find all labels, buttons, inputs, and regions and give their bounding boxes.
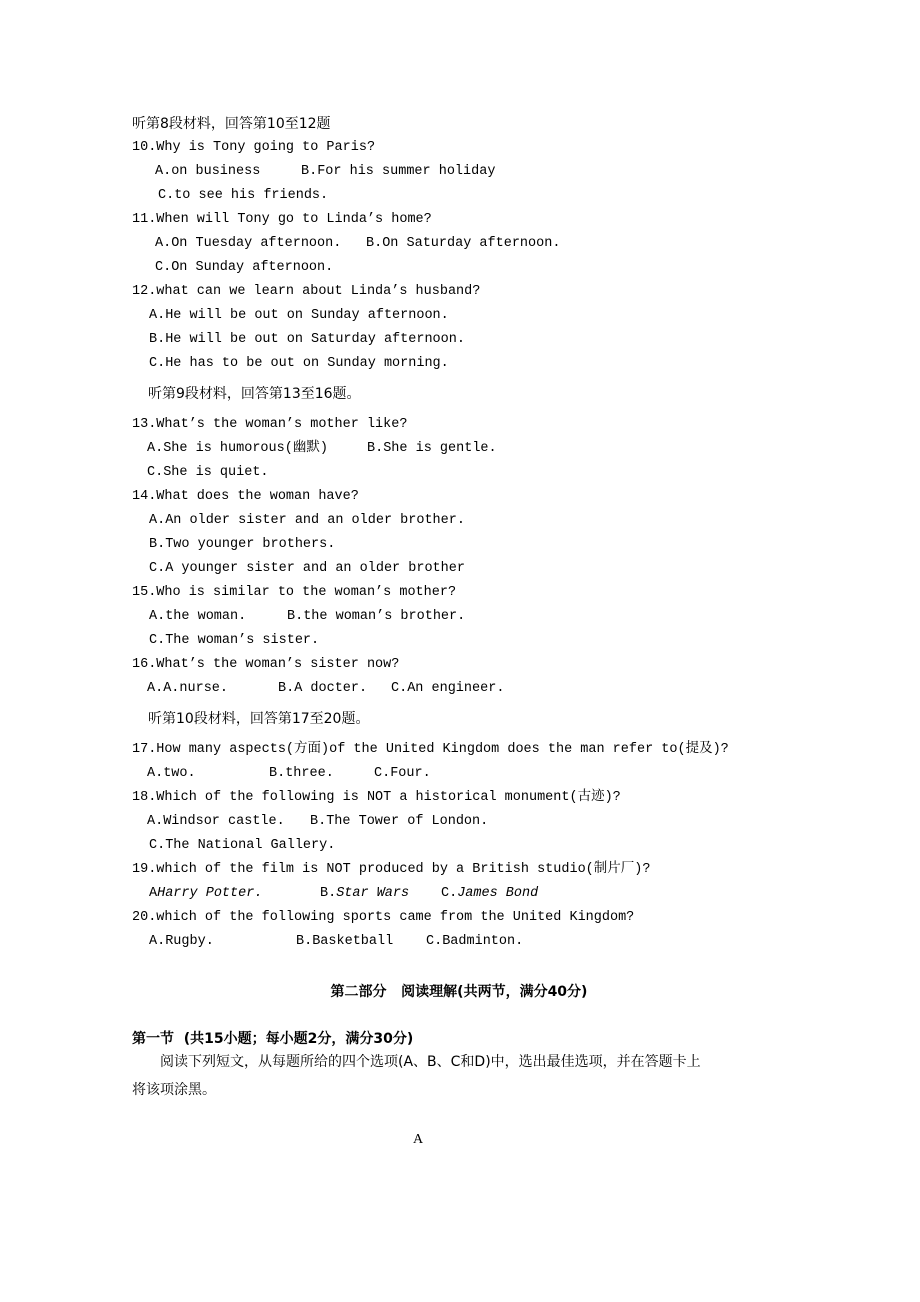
option-16a: A.A.nurse.	[147, 681, 229, 696]
option-12b: B.He will be out on Saturday afternoon.	[149, 332, 465, 347]
option-12a: A.He will be out on Sunday afternoon.	[149, 308, 449, 323]
option-19c-prefix: C.	[441, 886, 458, 901]
option-11a: A.On Tuesday afternoon.	[155, 236, 342, 251]
option-15a: A.the woman.	[149, 609, 247, 624]
option-12c: C.He has to be out on Sunday morning.	[149, 356, 449, 371]
question-12: 12.what can we learn about Linda’s husband?	[132, 284, 481, 299]
option-10c: C.to see his friends.	[158, 188, 329, 203]
option-19c	[441, 885, 538, 903]
question-13: 13.What’s the woman’s mother like?	[132, 417, 408, 432]
listening-section-8-header: 听第8段材料，回答第10至12题	[132, 116, 331, 132]
option-18c: C.The National Gallery.	[149, 838, 336, 853]
option-19a	[149, 885, 262, 903]
option-10b: B.For his summer holiday	[301, 164, 496, 179]
option-14b: B.Two younger brothers.	[149, 537, 336, 552]
option-17a: A.two.	[147, 766, 196, 781]
option-15c: C.The woman’s sister.	[149, 633, 320, 648]
option-18b: B.The Tower of London.	[310, 814, 489, 829]
question-18: 18.Which of the following is NOT a historical monument(古迹)?	[132, 790, 621, 805]
question-17: 17.How many aspects(方面)of the United Kingdom does the man refer to(提及)?	[132, 742, 729, 757]
option-13b: B.She is gentle.	[367, 441, 497, 456]
option-16b: B.A docter.	[278, 681, 368, 696]
question-10: 10.Why is Tony going to Paris?	[132, 140, 376, 155]
question-20: 20.which of the following sports came from the United Kingdom?	[132, 910, 635, 925]
option-17c: C.Four.	[374, 766, 431, 781]
question-15: 15.Who is similar to the woman’s mother?	[132, 585, 457, 600]
option-19c-title: James Bond	[457, 886, 539, 901]
passage-label: A	[413, 1132, 424, 1147]
option-16c: C.An engineer.	[391, 681, 505, 696]
option-17b: B.three.	[269, 766, 334, 781]
section-one-heading: 第一节 (共15小题；每小题2分，满分30分)	[132, 1031, 414, 1047]
question-16: 16.What’s the woman’s sister now?	[132, 657, 400, 672]
option-18a: A.Windsor castle.	[147, 814, 285, 829]
option-19b-title: Star Wars	[336, 886, 410, 901]
option-19b	[320, 885, 409, 903]
option-20a: A.Rugby.	[149, 934, 214, 949]
option-19b-prefix: B.	[320, 886, 337, 901]
question-14: 14.What does the woman have?	[132, 489, 359, 504]
option-20b: B.Basketball	[296, 934, 394, 949]
question-11: 11.When will Tony go to Linda’s home?	[132, 212, 432, 227]
option-13a: A.She is humorous(幽默)	[147, 441, 328, 456]
listening-section-9-header: 听第9段材料，回答第13至16题。	[148, 386, 361, 402]
option-11c: C.On Sunday afternoon.	[155, 260, 334, 275]
option-14a: A.An older sister and an older brother.	[149, 513, 465, 528]
option-10a: A.on business	[155, 164, 261, 179]
option-11b: B.On Saturday afternoon.	[366, 236, 561, 251]
part-two-title: 第二部分 阅读理解(共两节，满分40分)	[330, 984, 588, 1000]
option-19a-title: Harry Potter.	[157, 886, 263, 901]
reading-instructions-line1: 阅读下列短文，从每题所给的四个选项(A、B、C和D)中，选出最佳选项，并在答题卡上	[160, 1054, 701, 1070]
listening-section-10-header: 听第10段材料，回答第17至20题。	[148, 711, 370, 727]
option-15b: B.the woman’s brother.	[287, 609, 466, 624]
reading-instructions-line2: 将该项涂黑。	[132, 1082, 216, 1098]
question-19: 19.which of the film is NOT produced by a British studio(制片厂)?	[132, 862, 651, 877]
option-20c: C.Badminton.	[426, 934, 524, 949]
option-14c: C.A younger sister and an older brother	[149, 561, 465, 576]
option-19a-prefix: A	[149, 886, 158, 901]
option-13c: C.She is quiet.	[147, 465, 269, 480]
